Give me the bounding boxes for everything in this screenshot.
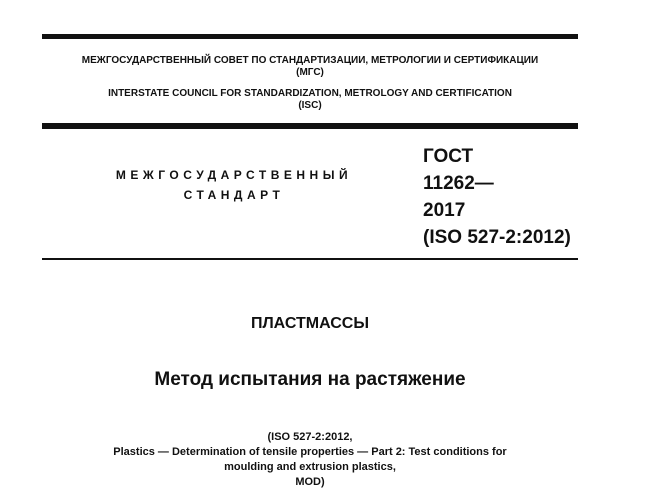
standard-type: [100, 165, 368, 205]
council-name-english: [42, 88, 578, 112]
council-name-en-text: INTERSTATE COUNCIL FOR STANDARDIZATION, METROLOGY AND CERTIFICATION: [108, 88, 512, 99]
council-abbr-en: (ISC): [298, 100, 322, 111]
top-rule: [42, 34, 578, 39]
standard-type-line2: СТАНДАРТ: [183, 188, 285, 202]
iso-reference-line3: moulding and extrusion plastics,: [224, 461, 396, 473]
council-name-russian: [42, 55, 578, 79]
document-subtitle: Метод испытания на растяжение: [154, 369, 466, 390]
council-name-ru-text: МЕЖГОСУДАРСТВЕННЫЙ СОВЕТ ПО СТАНДАРТИЗАЦИИ, МЕТРОЛОГИИ И СЕРТИФИКАЦИИ: [81, 55, 539, 66]
standard-type-line1: МЕЖГОСУДАРСТВЕННЫЙ: [115, 168, 353, 182]
middle-rule: [42, 123, 578, 129]
gost-line2: 11262—: [423, 173, 494, 194]
document-title: ПЛАСТМАССЫ: [250, 315, 370, 332]
iso-reference-line2: Plastics — Determination of tensile properties — Part 2: Test conditions for: [113, 446, 507, 458]
gost-line1: ГОСТ: [423, 146, 474, 167]
council-abbr-ru: (МГС): [296, 67, 324, 78]
bottom-rule: [42, 258, 578, 260]
iso-reference-line1: (ISO 527-2:2012,: [267, 431, 353, 443]
iso-reference-line4: MOD): [295, 476, 325, 488]
gost-line3: 2017: [423, 200, 466, 221]
iso-reference: [0, 430, 620, 490]
gost-designation: [423, 143, 571, 251]
gost-line4: (ISO 527-2:2012): [423, 227, 571, 248]
